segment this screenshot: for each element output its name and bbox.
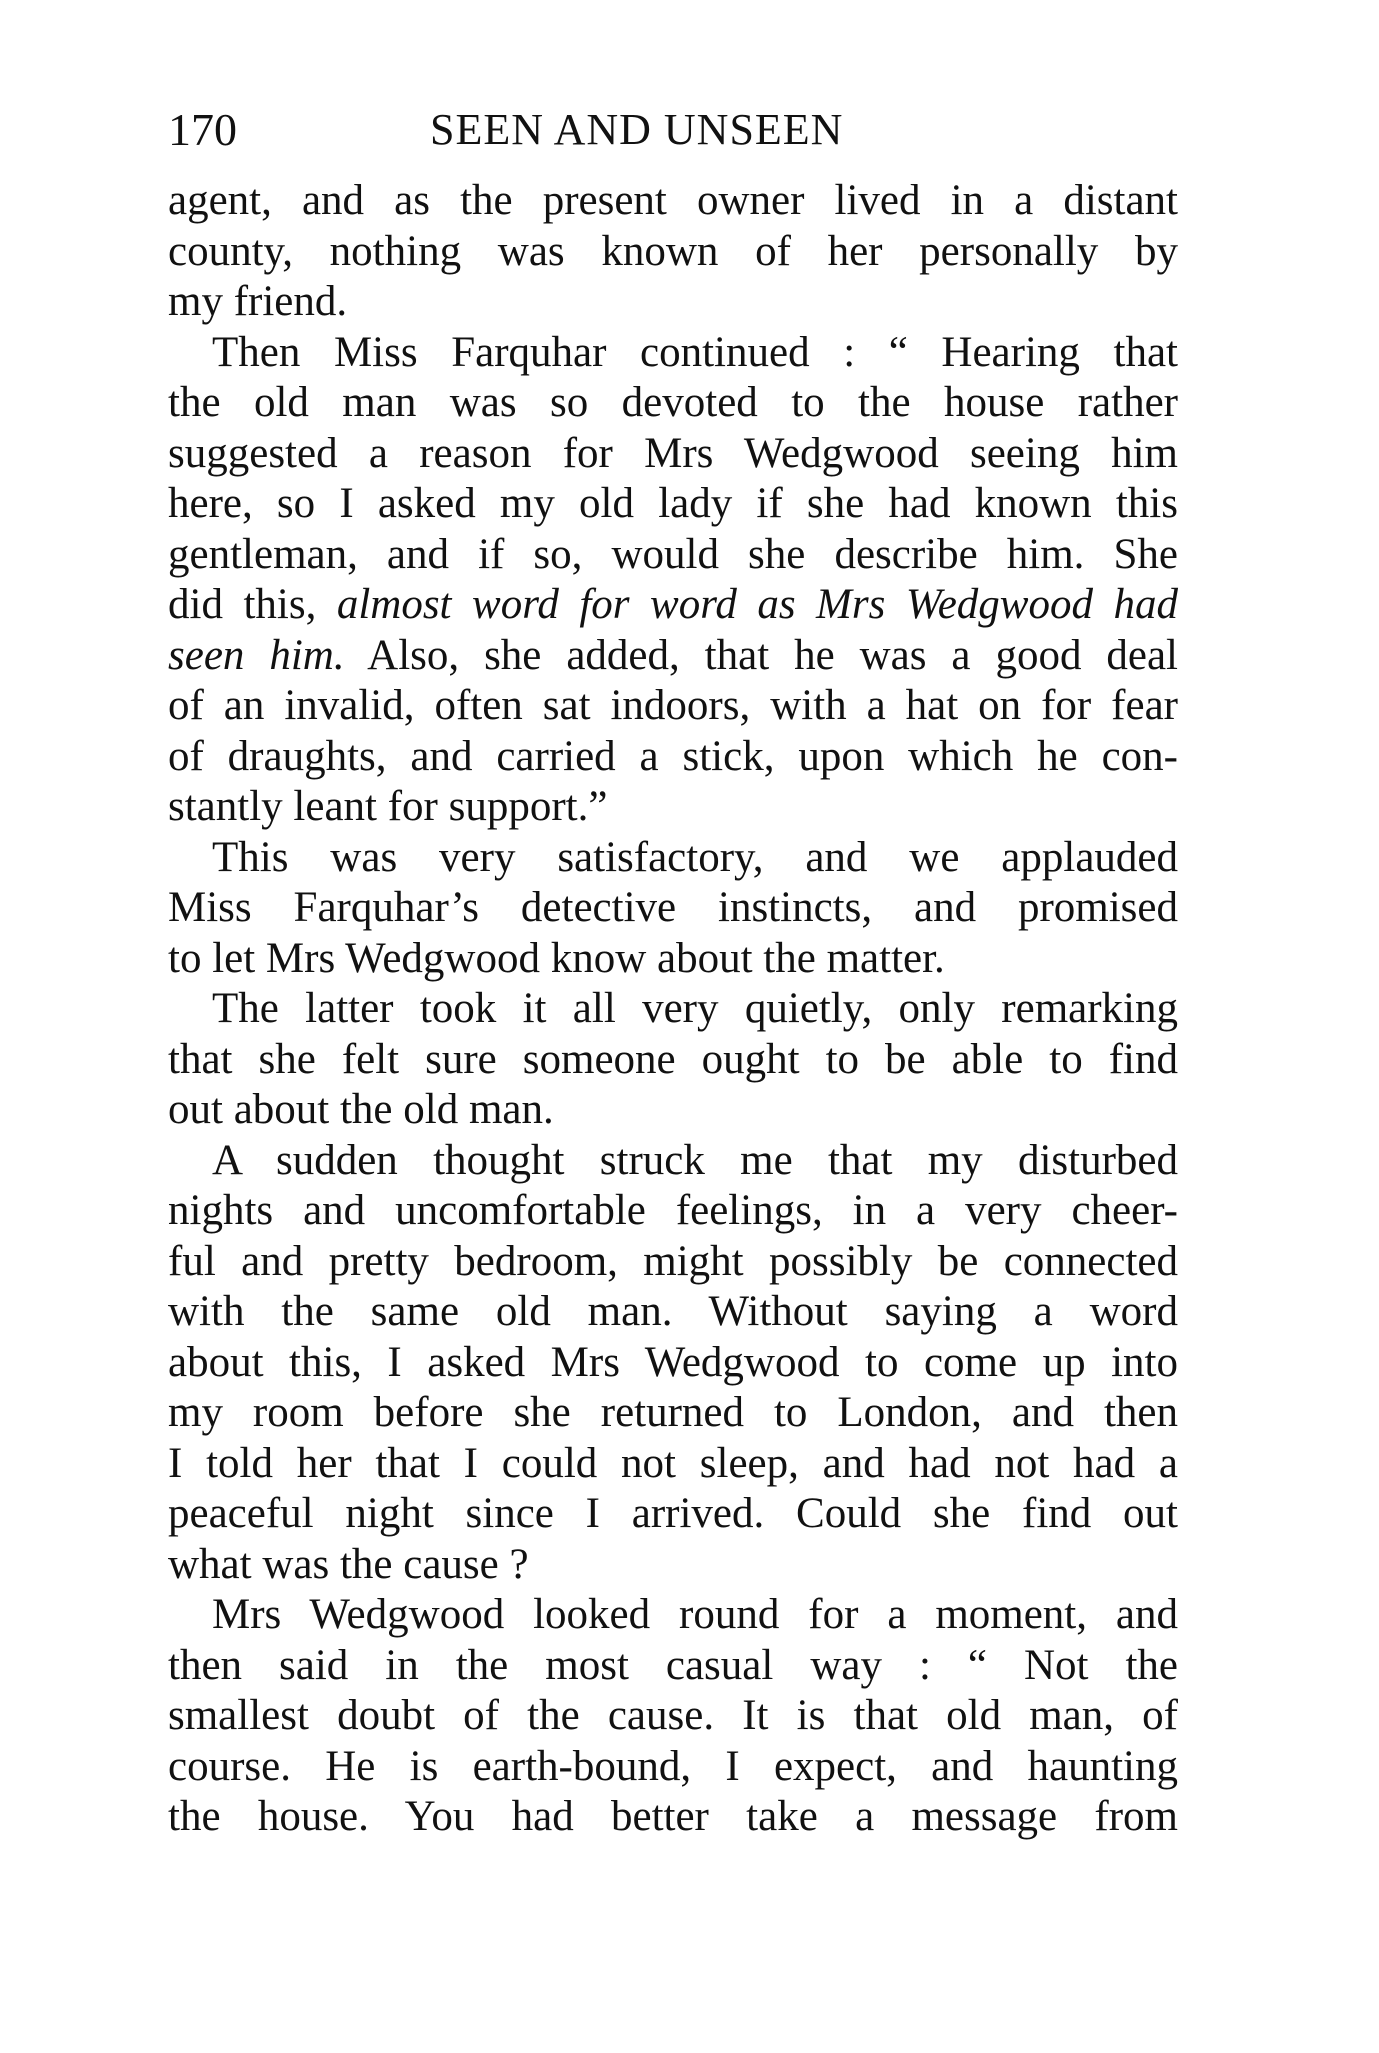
running-title: SEEN AND UNSEEN bbox=[430, 105, 844, 154]
text-line: then said in the most casual way : “ Not the bbox=[168, 1641, 1178, 1689]
text-line bbox=[168, 580, 1178, 631]
text-line: to let Mrs Wedgwood know about the matter. bbox=[168, 934, 945, 982]
page-number: 170 bbox=[168, 104, 237, 155]
text-line: with the same old man. Without saying a word bbox=[168, 1288, 1178, 1335]
text-line: This was very satisfactory, and we applauded bbox=[212, 833, 1178, 881]
text-line: Then Miss Farquhar continued : “ Hearing that bbox=[212, 328, 1178, 376]
text-line: what was the cause ? bbox=[168, 1540, 529, 1588]
text-segment: did this, bbox=[168, 581, 337, 628]
text-line bbox=[168, 631, 1178, 682]
text-line: suggested a reason for Mrs Wedgwood seeing him bbox=[168, 429, 1178, 477]
text-line: stantly leant for support.” bbox=[168, 783, 608, 830]
text-segment: Also, she added, that he was a good deal bbox=[344, 631, 1178, 679]
text-line: out about the old man. bbox=[168, 1086, 554, 1133]
text-line: of an invalid, often sat indoors, with a hat on for fear bbox=[168, 682, 1178, 729]
text-line: The latter took it all very quietly, only remarking bbox=[212, 985, 1178, 1032]
text-line: I told her that I could not sleep, and had not had a bbox=[168, 1439, 1178, 1487]
body-text bbox=[168, 176, 1178, 1843]
paragraph bbox=[168, 833, 1178, 985]
paragraph bbox=[168, 1136, 1178, 1591]
italic-text: almost word for word as Mrs Wedgwood had bbox=[336, 581, 1178, 628]
text-line: peaceful night since I arrived. Could she find out bbox=[168, 1490, 1178, 1537]
text-line: the house. You had better take a message from bbox=[168, 1793, 1178, 1840]
text-line: about this, I asked Mrs Wedgwood to come up into bbox=[168, 1338, 1178, 1386]
paragraph bbox=[168, 1590, 1178, 1843]
paragraph bbox=[168, 176, 1178, 328]
text-line: my friend. bbox=[168, 278, 348, 325]
text-line: A sudden thought struck me that my disturbed bbox=[212, 1136, 1178, 1184]
text-line: course. He is earth-bound, I expect, and haunting bbox=[168, 1742, 1178, 1790]
text-line: that she felt sure someone ought to be able to find bbox=[168, 1035, 1178, 1083]
text-line: my room before she returned to London, and then bbox=[168, 1389, 1178, 1436]
text-line: ful and pretty bedroom, might possibly be connected bbox=[168, 1237, 1178, 1285]
text-line: agent, and as the present owner lived in a distant bbox=[168, 177, 1178, 224]
paragraph bbox=[168, 984, 1178, 1136]
text-line: gentleman, and if so, would she describe him. She bbox=[168, 530, 1178, 578]
paragraph bbox=[168, 328, 1178, 833]
text-line: Mrs Wedgwood looked round for a moment, and bbox=[212, 1591, 1178, 1638]
text-line: Miss Farquhar’s detective instincts, and promised bbox=[168, 884, 1178, 931]
text-line: county, nothing was known of her personally by bbox=[168, 227, 1178, 275]
text-line: the old man was so devoted to the house rather bbox=[168, 379, 1178, 426]
text-line: of draughts, and carried a stick, upon which he con- bbox=[168, 732, 1178, 780]
page-header bbox=[168, 100, 1178, 160]
text-line: smallest doubt of the cause. It is that old man, of bbox=[168, 1692, 1178, 1739]
text-line: nights and uncomfortable feelings, in a very cheer- bbox=[168, 1187, 1178, 1234]
text-line: here, so I asked my old lady if she had known this bbox=[168, 480, 1178, 527]
italic-text: seen him. bbox=[168, 631, 345, 679]
